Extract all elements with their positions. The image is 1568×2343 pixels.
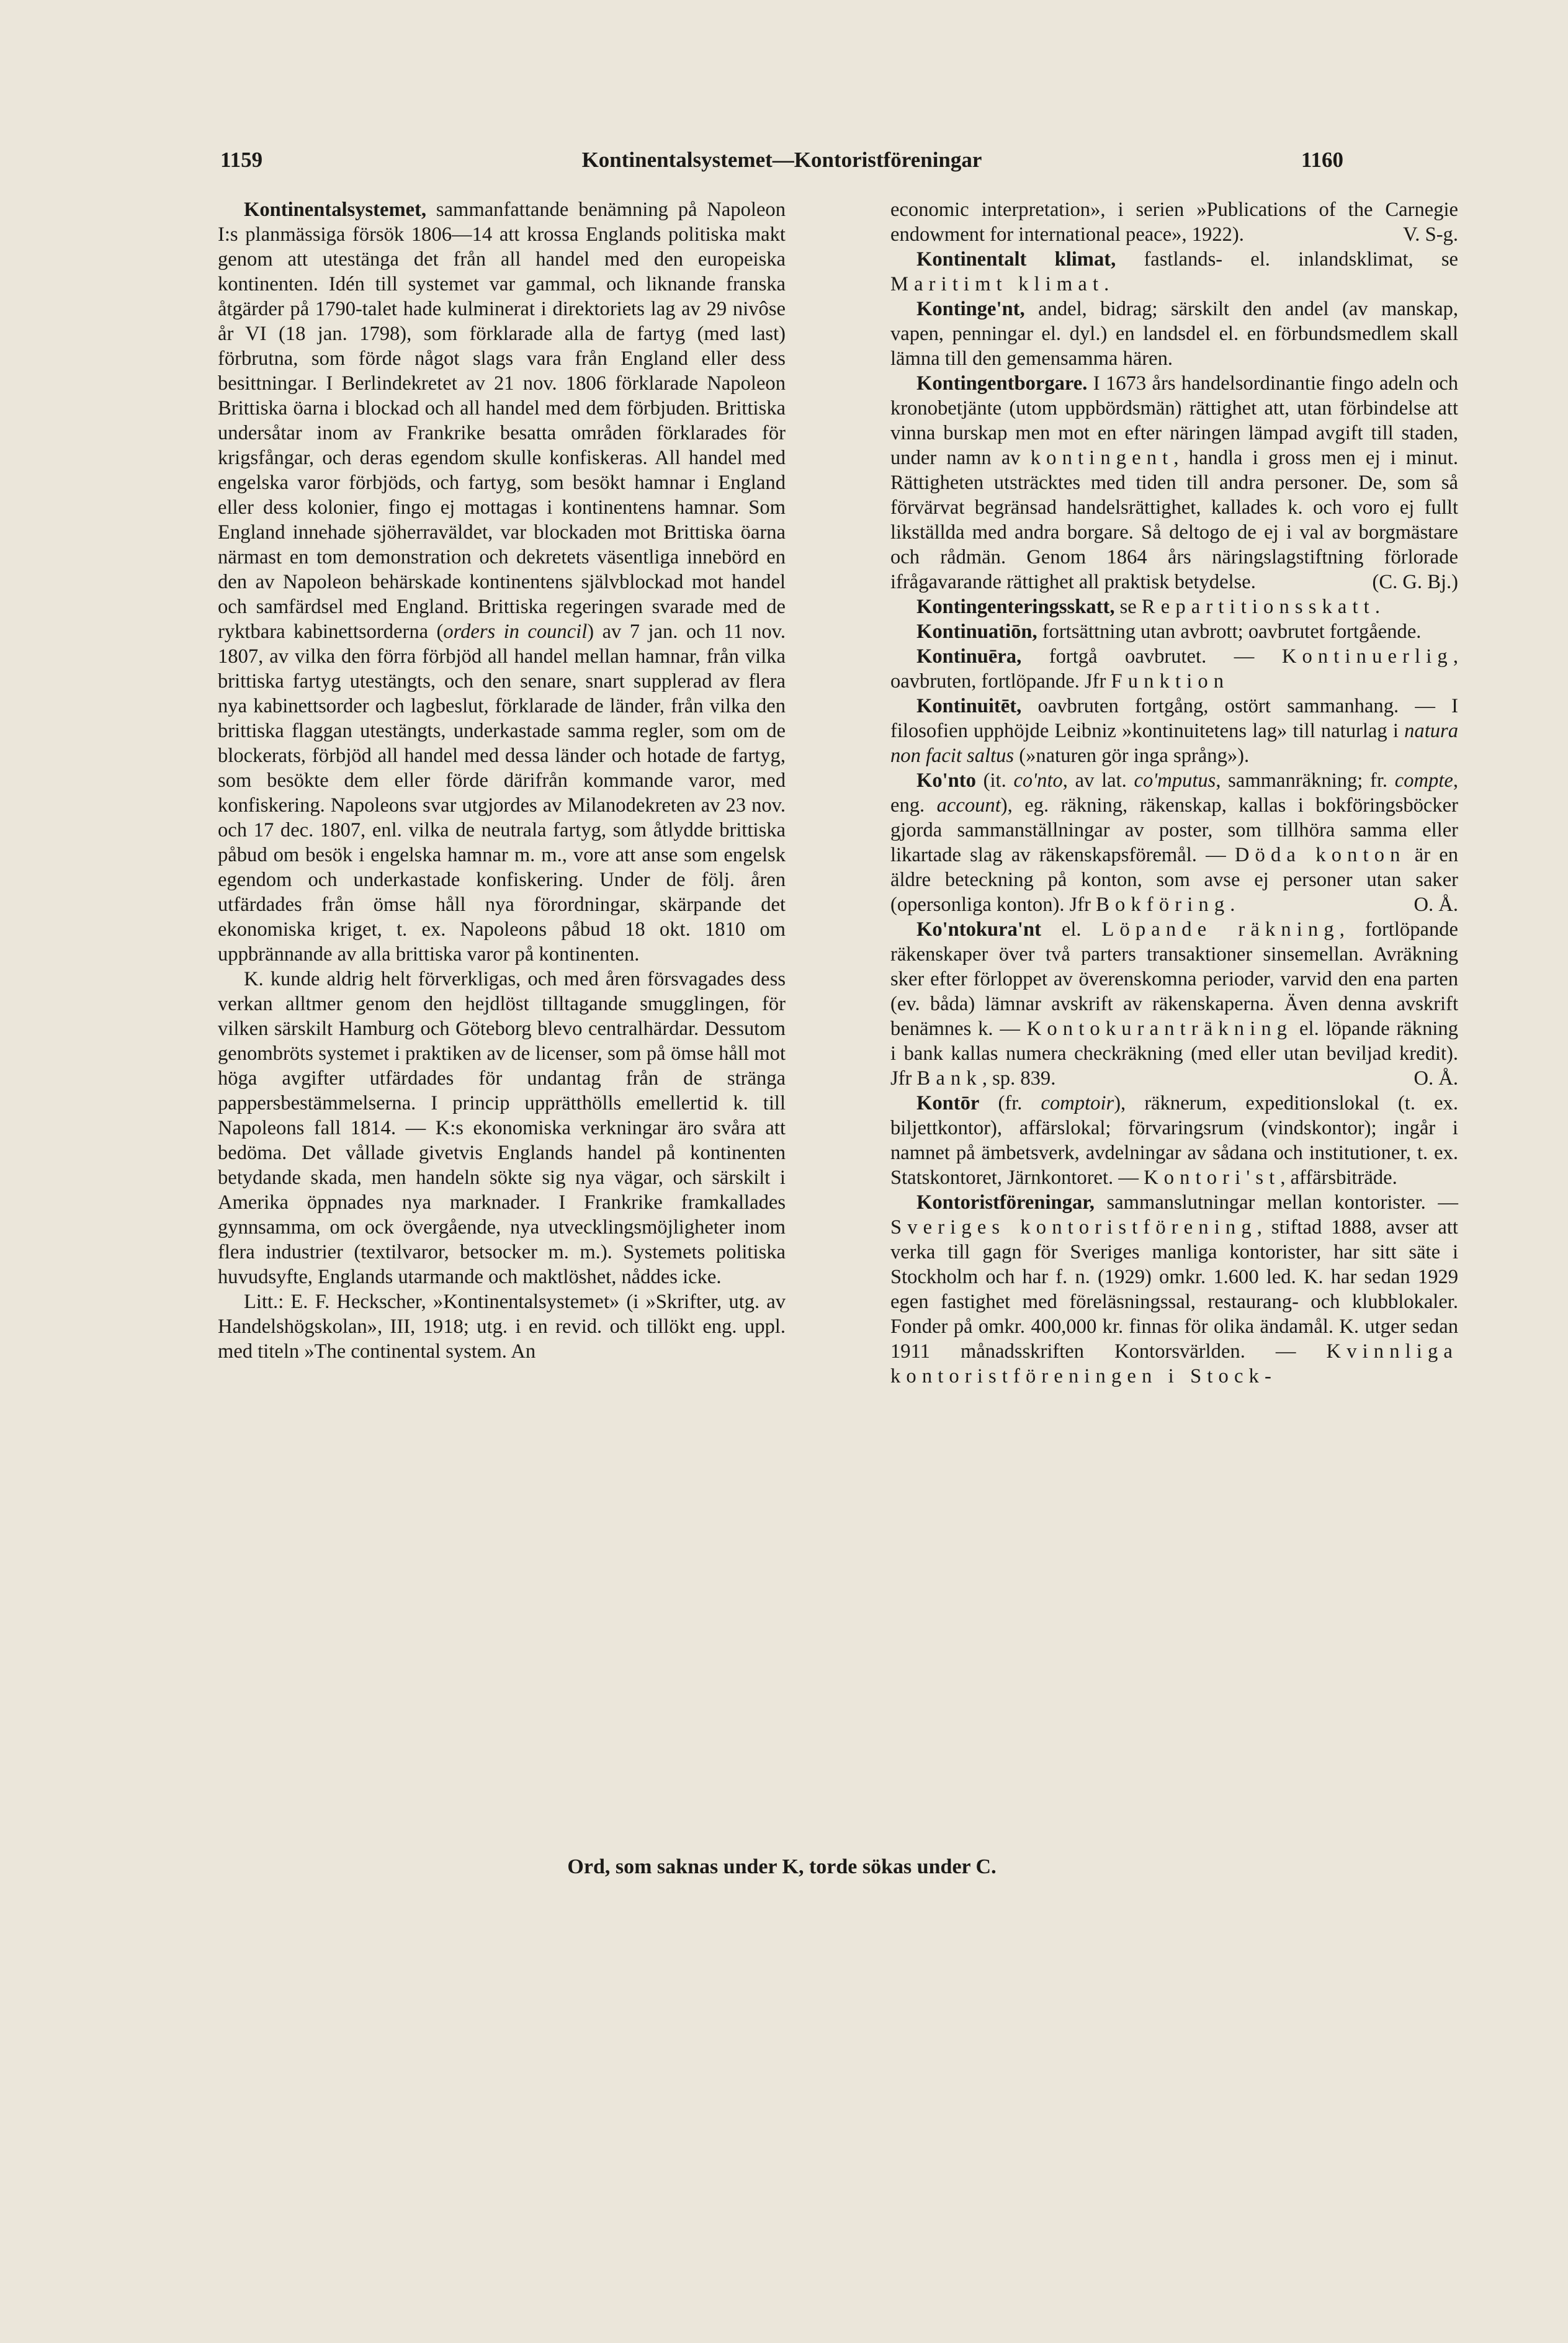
headword: Kontinge'nt,: [916, 298, 1025, 320]
right-column: [890, 197, 1458, 1389]
entry-kontingentborgare: Kontingentborgare. I 1673 års handelsordinantie fingo adeln och kronobetjänte (utom uppbördsmän) rättighet att, utan förbindelse att vinna burskap men mot en efter näringen lämpad avgift till staden, under namn av kontingent, handla i gross men ej i minut. Rättigheten utsträcktes med tiden till andra personer. De, som så förvärvat begränsad handelsrättighet, kallades k. och voro ej fullt likställda med andra borgare. Så deltogo de ej i val av borgmästare och rådmän. Genom 1864 års näringslagstiftning förlorade ifrågavarande rättighet all praktisk betydelse. (C. G. Bj.): [890, 372, 1458, 593]
left-column: [218, 197, 786, 1364]
headword: Kontinentalt klimat,: [916, 248, 1116, 271]
author-signature: O. Å.: [1413, 894, 1458, 916]
page-header: [220, 148, 1343, 185]
entry-kontoristforeningar: Kontoristföreningar, sammanslutningar mellan kontorister. — Sveriges kontoristförening, stiftad 1888, avser att verka till gagn för Sveriges manliga kontorister, har sitt säte i Stockholm och har f. n. (1929) omkr. 1.600 led. K. har sedan 1929 egen fastighet med föreläsningssal, restaurang- och klubblokaler. Fonder på omkr. 400,000 kr. finnas för olika ändamål. K. utger sedan 1911 månadsskriften Kontorsvärlden. — Kvinnliga kontoristföreningen i Stock-: [890, 1191, 1458, 1387]
headword: Kontinentalsystemet,: [244, 199, 427, 221]
running-title: Kontinentalsystemet—Kontoristföreningar: [581, 148, 982, 172]
entry-kontingenteringsskatt: Kontingenteringsskatt, se Repartitionsskatt.: [916, 596, 1381, 618]
headword: Kontinuatiōn,: [916, 620, 1037, 643]
continued-text: economic interpretation», i serien »Publications of the Carnegie endowment for international peace», 1922). V. S-g.: [890, 199, 1458, 246]
headword: Kontinuēra,: [916, 645, 1022, 668]
cross-reference: Funktion: [1111, 670, 1230, 692]
page-number-left: 1159: [220, 148, 263, 172]
entry-kontor: Kontōr (fr. comptoir), räknerum, expeditionslokal (t. ex. biljettkontor), affärslokal; förvaringsrum (vindskontor); ingår i namnet på ämbetsverk, avdelningar av sådana och institutioner, t. ex. Statskontoret, Järnkontoret. — Kontori'st, affärsbiträde.: [890, 1092, 1458, 1189]
entry-kontokurant: Ko'ntokura'nt el. Löpande räkning, fortlöpande räkenskaper över två parters transaktioner sinsemellan. Avräkning sker efter förloppet av överenskomna perioder, varvid den ena parten (ev. båda) lämnar avskrift av räkenskaperna. Även denna avskrift benämnes k. — Kontokuranträkning el. löpande räkning i bank kallas numera checkräkning (med eller utan beviljad kredit). Jfr Bank, sp. 839. O. Å.: [890, 918, 1458, 1090]
entry-kontinuera: Kontinuēra, fortgå oavbrutet. — Kontinuerlig, oavbruten, fortlöpande. Jfr Funktion: [890, 645, 1458, 692]
entry-kontinentalsystemet: Kontinentalsystemet, sammanfattande benämning på Napoleon I:s planmässiga försök 1806—14 att krossa Englands politiska makt genom att utestänga det från all handel med den europeiska kontinenten. Idén till systemet var gammal, och liknande franska åtgärder på 1790-talet hade kulminerat i direktoriets lag av 29 nivôse år VI (18 jan. 1798), som förklarade alla de fartyg (med last) förbrutna, som förde något slags vara från England eller dess besittningar. I Berlindekretet av 21 nov. 1806 förklarade Napoleon Brittiska öarna i blockad och all handel med dem förbjuden. Brittiska undersåtar inom av Frankrike besatta områden förklarades för krigsfångar, och deras egendom skulle konfiskeras. All handel med engelska varor förbjöds, och fartyg, som besökt hamnar i England eller dess kolonier, fingo ej mottagas i kontinentens hamnar. Som England innehade sjöherraväldet, var blockaden mot Brittiska öarna närmast en tom demonstration och dekretets väsentliga innebörd en den av Napoleon behärskade kontinentens självblockad mot handel och samfärdsel med England. Brittiska regeringen svarade med de ryktbara kabinettsorderna (orders in council) av 7 jan. och 11 nov. 1807, av vilka den förra förbjöd all handel mellan hamnar, från vilka brittiska fartyg utestängts, och den senare, snart supplerad av flera nya kabinettsorder och lagbeslut, förklarade de länder, från vilka den brittiska flaggan utestängts, underkastade samma regler, som om de blockerats, förbjöd all handel med dessa länder och hotade de fartyg, som besökte dem eller förde därifrån kommande varor, med konfiskering. Napoleons svar utgjordes av Milanodekreten av 23 nov. och 17 dec. 1807, enl. vilka de neutrala fartyg, som åtlydde brittiska påbud om besök i engelska hamnar m. m., vore att anse som engelsk egendom och underkastade konfiskering. Under de följ. åren utfärdades från ömse håll nya förordningar, skärpande det ekonomiska kriget, t. ex. Napoleons påbud 18 okt. 1810 om uppbrännande av alla brittiska varor på kontinenten.: [218, 199, 786, 965]
headword: Kontōr: [916, 1092, 980, 1114]
headword: Kontingenteringsskatt,: [916, 596, 1115, 618]
cross-reference: Bokföring: [1096, 894, 1230, 916]
headword: Kontingentborgare.: [916, 372, 1088, 395]
author-signature: O. Å.: [1413, 1067, 1458, 1090]
cross-reference: Repartitionsskatt: [1141, 596, 1375, 618]
page-footer-note: Ord, som saknas under K, torde sökas under C.: [567, 1855, 997, 1878]
paragraph: K. kunde aldrig helt förverkligas, och med åren försvagades dess verkan alltmer genom den hejdlöst tilltagande smugglingen, för vilken särskilt Hamburg och Göteborg blevo centralhärdar. Dessutom genombröts systemet i praktiken av de licenser, som på ömse håll mot höga avgifter utfärdades för undantag från de stränga pappersbestämmelserna. I princip upprätthölls emellertid k. till Napoleons fall 1814. — K:s ekonomiska verkningar äro svåra att bedöma. Det vållade givetvis Englands handel på kontinenten betydande skada, men handeln sökte sig nya vägar, och särskilt i Amerika öppnades nya marknader. I Frankrike framkallades gynnsamma, om ock övergående, nya utvecklingsmöjligheter inom flera industrier (textilvaror, betsocker m. m.). Systemets politiska huvudsyfte, Englands utarmande och maktlöshet, nåddes icke.: [218, 968, 786, 1288]
author-signature: (C. G. Bj.): [1372, 571, 1458, 593]
author-signature: V. S-g.: [1402, 223, 1458, 246]
entry-konto: Ko'nto (it. co'nto, av lat. co'mputus, sammanräkning; fr. compte, eng. account), eg. räkning, räkenskap, kallas i bokföringsböcker gjorda sammanställningar av poster, som tillhöra samma eller likartade slag av räkenskapsföremål. — Döda konton är en äldre beteckning på konton, som avse ej personer utan saker (opersonliga konton). Jfr Bokföring. O. Å.: [890, 769, 1458, 916]
entry-kontinentalt-klimat: Kontinentalt klimat, fastlands- el. inlandsklimat, se Maritimt klimat.: [890, 248, 1458, 295]
page-number-right: 1160: [1301, 148, 1343, 172]
headword: Ko'nto: [916, 769, 976, 792]
headword: Kontoristföreningar,: [916, 1191, 1095, 1214]
literature-paragraph: Litt.: E. F. Heckscher, »Kontinentalsystemet» (i »Skrifter, utg. av Handelshögskolan», III, 1918; utg. i en revid. och tillökt eng. uppl. med titeln »The continental system. An: [218, 1291, 786, 1363]
cross-reference: Maritimt klimat: [890, 273, 1104, 295]
entry-kontinuitet: Kontinuitēt, oavbruten fortgång, ostört sammanhang. — I filosofien upphöjde Leibniz »kontinuitetens lag» till naturlag i natura non facit saltus (»naturen gör inga språng»).: [890, 695, 1458, 767]
cross-reference: Bank: [916, 1067, 982, 1090]
entry-kontingent: Kontinge'nt, andel, bidrag; särskilt den andel (av manskap, vapen, penningar el. dyl.) en landsdel el. en förbundsmedlem skall lämna till den gemensamma hären.: [890, 298, 1458, 370]
entry-kontinuation: Kontinuatiōn, fortsättning utan avbrott; oavbrutet fortgående.: [916, 620, 1422, 643]
headword: Ko'ntokura'nt: [916, 918, 1041, 941]
headword: Kontinuitēt,: [916, 695, 1022, 717]
